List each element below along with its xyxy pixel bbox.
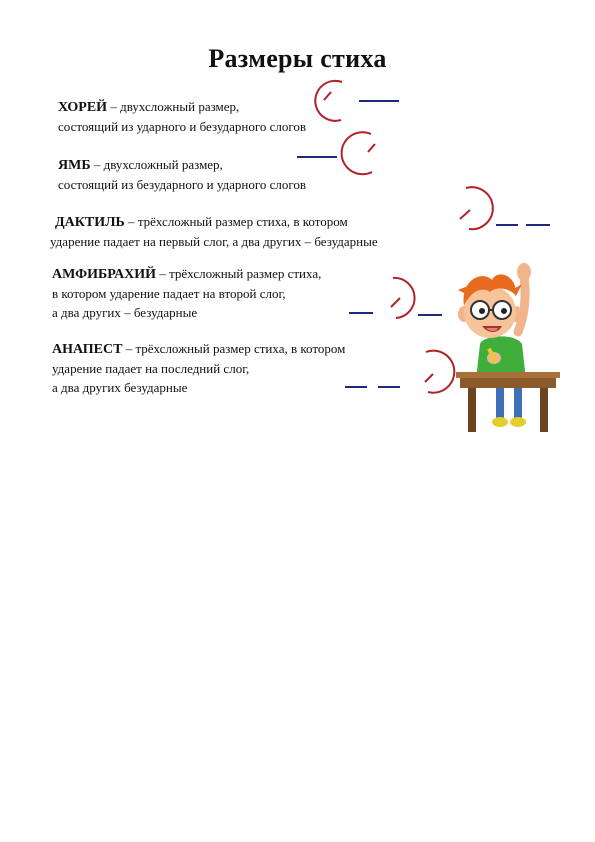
unstressed-dash-icon (378, 386, 400, 388)
unstressed-dash-icon (345, 386, 367, 388)
meter-entry-iamb (58, 155, 306, 194)
meter-definition-line: ударение падает на последний слог, (52, 361, 250, 376)
meter-entry-amphibrach (52, 264, 321, 322)
meter-definition-line: а два других – безударные (52, 305, 198, 320)
meter-definition-line: – двухсложный размер, (107, 99, 240, 114)
meter-entry-dactyl (50, 212, 378, 251)
stress-arc-icon (460, 187, 493, 229)
meter-definition-line: в котором ударение падает на второй слог, (52, 286, 286, 301)
meter-term: АМФИБРАХИЙ (52, 267, 157, 282)
stress-arc-icon (391, 278, 415, 318)
unstressed-dash-icon (496, 224, 518, 226)
meter-entry-choree (58, 97, 306, 136)
meter-entry-anapest (52, 339, 345, 397)
meter-term: ХОРЕЙ (58, 100, 108, 115)
unstressed-dash-icon (418, 314, 442, 316)
meter-definition-line: а два других безударные (52, 380, 188, 395)
boy-raising-hand-illustration (452, 262, 560, 434)
meter-definition-line: – трёхсложный размер стиха, в котором (124, 214, 348, 229)
meter-term: ЯМБ (58, 158, 91, 173)
unstressed-dash-icon (297, 156, 337, 158)
meter-definition-line: ударение падает на первый слог, а два других – безударные (50, 234, 378, 249)
stress-arc-icon (315, 81, 342, 121)
meter-definition-line: состоящий из безударного и ударного слогов (58, 177, 307, 192)
page-title: Размеры стиха (208, 44, 387, 73)
meter-definition-line: – трёхсложный размер стиха, в котором (122, 341, 346, 356)
meter-term: АНАПЕСТ (52, 342, 123, 357)
unstressed-dash-icon (349, 312, 373, 314)
meter-term: ДАКТИЛЬ (55, 215, 125, 230)
meter-definition-line: – двухсложный размер, (90, 157, 223, 172)
meter-definition-line: состоящий из ударного и безударного слогов (58, 119, 307, 134)
unstressed-dash-icon (526, 224, 550, 226)
stress-arc-icon (342, 132, 375, 174)
stress-arc-icon (425, 351, 454, 393)
unstressed-dash-icon (359, 100, 399, 102)
meter-definition-line: – трёхсложный размер стиха, (156, 266, 322, 281)
